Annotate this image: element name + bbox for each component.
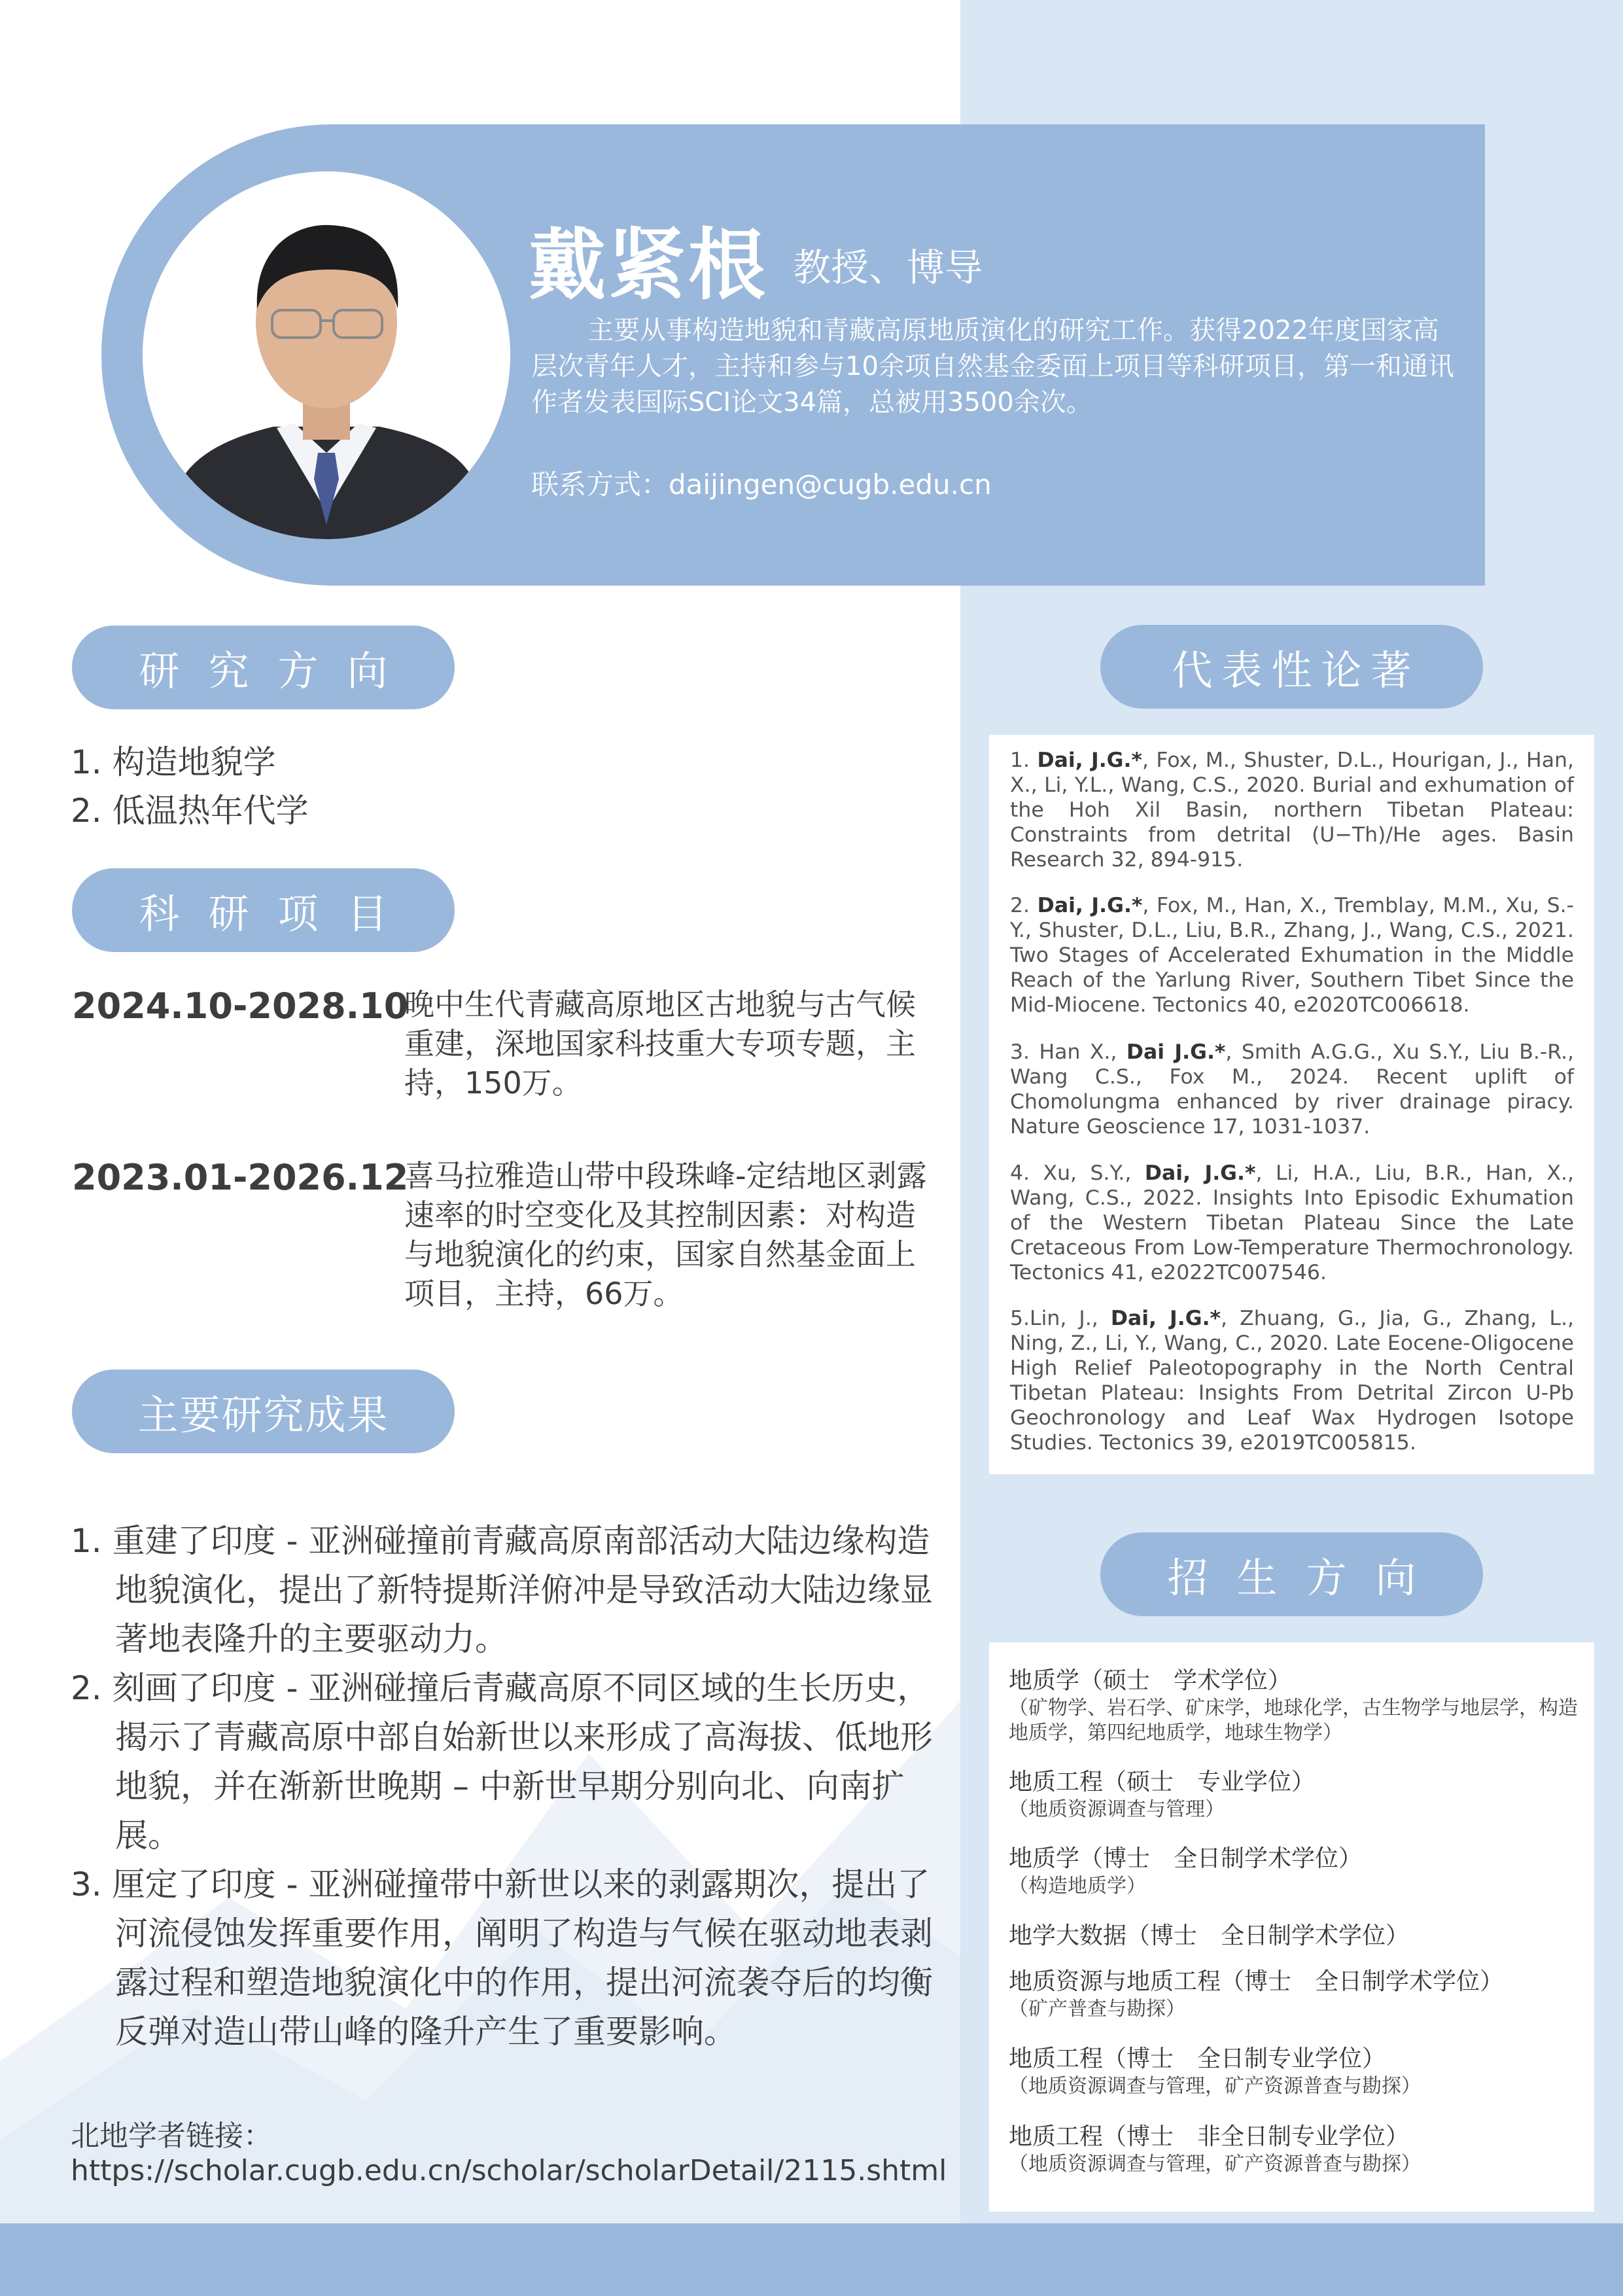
admission-title: 地质学（硕士 学术学位） — [1009, 1667, 1292, 1694]
papers-heading: 代表性论著 — [1100, 625, 1483, 709]
project-date: 2023.01-2026.12 — [72, 1157, 409, 1198]
research-list — [71, 738, 309, 835]
scholar-link[interactable]: https://scholar.cugb.edu.cn/scholar/scholarDetail/2115.shtml — [71, 2154, 947, 2187]
admission-subfields: （地质资源调查与管理，矿产资源普查与勘探） — [1009, 2153, 1421, 2176]
person-title: 教授、博导 — [793, 245, 983, 290]
results-heading: 主要研究成果 — [72, 1369, 455, 1453]
scholar-link-label: 北地学者链接： — [71, 2119, 272, 2153]
person-name: 戴紧根 — [529, 220, 769, 310]
list-item: 2. 低温热年代学 — [71, 792, 309, 830]
results-list — [71, 1517, 954, 2057]
paper-entry: 1. Dai, J.G.*, Fox, M., Shuster, D.L., Hourigan, J., Han, X., Li, Y.L., Wang, C.S., 2020. Burial and exhumation of the Hoh Xil Basin, northern Tibetan Plateau: Constraints from detrital (U−Th)/He ages. Basin Research 32, 894-915. — [1010, 749, 1574, 872]
admission-subfields: （矿产普查与勘探） — [1009, 1998, 1185, 2021]
portrait-illustration — [143, 171, 510, 539]
paper-entry: 4. Xu, S.Y., Dai, J.G.*, Li, H.A., Liu, B.R., Han, X., Wang, C.S., 2022. Insights Into Episodic Exhumation of the Western Tibetan Plateau Since the Late Cretaceous From Low-Temperature Thermochronology. Tectonics 41, e2022TC007546. — [1010, 1161, 1574, 1284]
admission-title: 地质资源与地质工程（博士 全日制学术学位） — [1009, 1968, 1504, 1995]
admissions-panel — [989, 1642, 1594, 2212]
admission-title: 地质工程（硕士 专业学位） — [1009, 1769, 1316, 1795]
list-item: 3. 厘定了印度 - 亚洲碰撞带中新世以来的剥露期次，提出了河流侵蚀发挥重要作用，阐明了构造与气候在驱动地表剥露过程和塑造地貌演化中的作用，提出河流袭夺后的均衡反弹对造山带山峰的隆升产生了重要影响。 — [71, 1865, 933, 2051]
contact-email: 联系方式：daijingen@cugb.edu.cn — [531, 468, 992, 501]
footer-band — [0, 2223, 1623, 2296]
bio-text: 主要从事构造地貌和青藏高原地质演化的研究工作。获得2022年度国家高层次青年人才，主持和参与10余项自然基金委面上项目等科研项目，第一和通讯作者发表国际SCI论文34篇，总被用3500余次。 — [531, 315, 1454, 417]
paper-entry: 2. Dai, J.G.*, Fox, M., Han, X., Tremblay, M.M., Xu, S.-Y., Shuster, D.L., Liu, B.R., Zhang, J., Wang, C.S., 2021. Two Stages of Accelerated Exhumation in the Middle Reach of the Yarlung River, Southern Tibet Since the Mid-Miocene. Tectonics 40, e2020TC006618. — [1010, 894, 1574, 1017]
list-item: 1. 重建了印度 - 亚洲碰撞前青藏高原南部活动大陆边缘构造地貌演化，提出了新特提斯洋俯冲是导致活动大陆边缘显著地表隆升的主要驱动力。 — [71, 1522, 933, 1658]
admission-title: 地质工程（博士 全日制专业学位） — [1009, 2045, 1386, 2072]
project-description: 喜马拉雅造山带中段珠峰-定结地区剥露速率的时空变化及其控制因素：对构造与地貌演化的约束，国家自然基金面上项目，主持，66万。 — [404, 1158, 927, 1311]
admissions-heading: 招生方向 — [1100, 1532, 1483, 1616]
project-description: 晚中生代青藏高原地区古地貌与古气候重建，深地国家科技重大专项专题，主持，150万。 — [404, 987, 916, 1101]
admission-subfields: （地质资源调查与管理） — [1009, 1798, 1225, 1821]
list-item: 2. 刻画了印度 - 亚洲碰撞后青藏高原不同区域的生长历史，揭示了青藏高原中部自始新世以来形成了高海拔、低地形地貌，并在渐新世晚期 – 中新世早期分别向北、向南扩展。 — [71, 1669, 933, 1854]
admission-title: 地学大数据（博士 全日制学术学位） — [1009, 1922, 1410, 1949]
project-date: 2024.10-2028.10 — [72, 985, 409, 1027]
admission-subfields: （构造地质学） — [1009, 1875, 1146, 1898]
papers-panel — [989, 735, 1594, 1474]
portrait-photo — [143, 171, 510, 539]
admission-subfields: （矿物学、岩石学、矿床学，地球化学，古生物学与地层学，构造地质学，第四纪地质学，地球生物学） — [1009, 1697, 1578, 1744]
admission-subfields: （地质资源调查与管理，矿产资源普查与勘探） — [1009, 2075, 1421, 2098]
projects-heading: 科研项目 — [72, 868, 455, 952]
research-heading: 研究方向 — [72, 626, 455, 709]
admission-title: 地质学（博士 全日制学术学位） — [1009, 1845, 1363, 1872]
list-item: 1. 构造地貌学 — [71, 743, 276, 781]
paper-entry: 5.Lin, J., Dai, J.G.*, Zhuang, G., Jia, G., Zhang, L., Ning, Z., Li, Y., Wang, C., 2020. Late Eocene-Oligocene High Relief Paleotopography in the North Central Tibetan Plateau: Insights From Detrital Zircon U-Pb Geochronology and Leaf Wax Hydrogen Isotope Studies. Tectonics 39, e2019TC005815. — [1010, 1307, 1574, 1455]
paper-entry: 3. Han X., Dai J.G.*, Smith A.G.G., Xu S.Y., Liu B.-R., Wang C.S., Fox M., 2024. Recent uplift of Chomolungma enhanced by river drainage piracy. Nature Geoscience 17, 1031-1037. — [1010, 1040, 1575, 1139]
admission-title: 地质工程（博士 非全日制专业学位） — [1009, 2123, 1410, 2150]
